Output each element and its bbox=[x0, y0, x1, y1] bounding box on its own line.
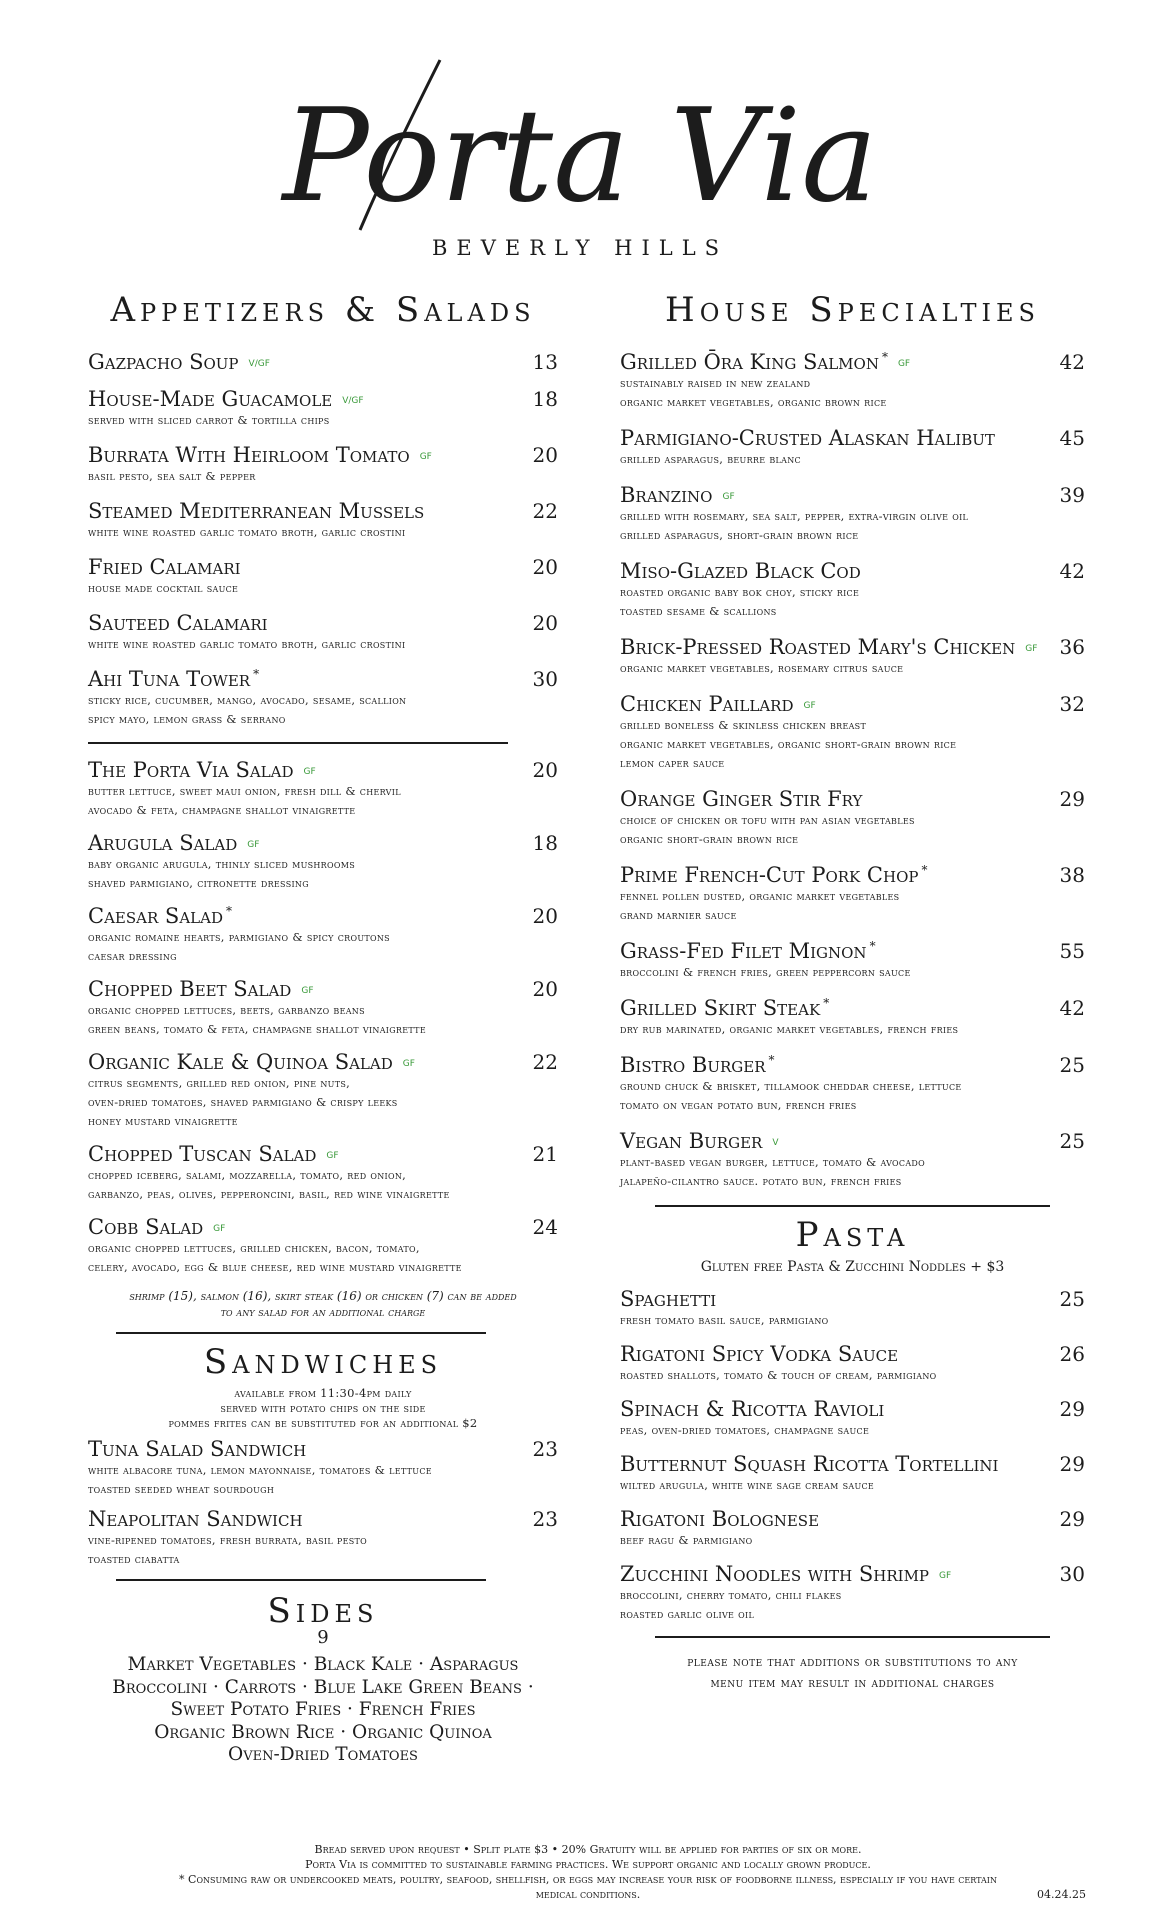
menu-item-description: peas, oven-dried tomatoes, champagne sauce bbox=[620, 1423, 870, 1437]
menu-item bbox=[88, 350, 558, 374]
menu-item-description: organic chopped lettuces, grilled chicken, bacon, tomato, bbox=[88, 1241, 420, 1255]
menu-item-title bbox=[88, 499, 558, 523]
menu-item-price: 45 bbox=[1059, 426, 1085, 450]
menu-item-name: Spaghetti bbox=[620, 1287, 717, 1311]
menu-item-name: Orange Ginger Stir Fry bbox=[620, 787, 863, 811]
menu-item bbox=[620, 1053, 1085, 1115]
menu-item-name: Gazpacho Soup bbox=[88, 350, 239, 374]
menu-item-description: vine-ripened tomatoes, fresh burrata, basil pesto bbox=[88, 1533, 368, 1547]
dietary-tag: GF bbox=[803, 700, 816, 711]
dietary-tag: GF bbox=[303, 766, 316, 777]
appetizers-title: Appetizers & Salads bbox=[110, 290, 536, 330]
menu-item-description: citrus segments, grilled red onion, pine nuts, bbox=[88, 1076, 351, 1090]
menu-item bbox=[620, 1507, 1085, 1550]
menu-item-title bbox=[88, 977, 558, 1001]
menu-item-description: grilled asparagus, short-grain brown rice bbox=[620, 528, 859, 542]
menu-item-description: toasted sesame & scallions bbox=[620, 604, 777, 618]
menu-item-name: Chopped Beet Salad bbox=[88, 977, 292, 1001]
menu-item-price: 20 bbox=[532, 904, 558, 928]
raw-warning-asterisk: * bbox=[253, 667, 260, 681]
menu-item-description: shaved parmigiano, citronette dressing bbox=[88, 876, 309, 890]
menu-item bbox=[88, 443, 558, 486]
menu-item bbox=[620, 1287, 1085, 1330]
menu-item-title bbox=[620, 1342, 1085, 1366]
menu-item-name: House-Made Guacamole bbox=[88, 387, 333, 411]
raw-warning-asterisk: * bbox=[869, 939, 876, 953]
appetizers-list bbox=[88, 350, 558, 729]
divider bbox=[116, 1579, 486, 1581]
dietary-tag: GF bbox=[326, 1150, 339, 1161]
dietary-tag: GF bbox=[301, 985, 314, 996]
menu-item-name: Caesar Salad bbox=[88, 904, 223, 928]
menu-item-price: 13 bbox=[532, 350, 558, 374]
menu-item-title bbox=[620, 787, 1085, 811]
menu-item bbox=[620, 939, 1085, 982]
specialties-title: House Specialties bbox=[665, 290, 1040, 330]
menu-item-description: house made cocktail sauce bbox=[88, 581, 239, 595]
sandwiches-title: Sandwiches bbox=[203, 1342, 443, 1382]
menu-item-price: 25 bbox=[1059, 1287, 1085, 1311]
dietary-tag: GF bbox=[1025, 643, 1038, 654]
menu-item-price: 18 bbox=[532, 387, 558, 411]
dietary-tag: V/GF bbox=[248, 358, 270, 369]
footer: Bread served upon request • Split plate $3 • 20% Gratuity will be applied for parties of six or more. Porta Via is committed to sustainable farming practices. We support organic and locally grown produce. * Consuming raw or undercooked meats, poultry, seafood, shellfish, or eggs may increase your risk of foodborne illness, especially if you have certain medical conditions. bbox=[179, 1843, 997, 1901]
menu-item-name: Ahi Tuna Tower bbox=[88, 667, 251, 691]
dietary-tag: GF bbox=[213, 1223, 226, 1234]
right-column bbox=[620, 290, 1085, 1694]
divider bbox=[88, 742, 508, 744]
dietary-tag: V/GF bbox=[342, 395, 364, 406]
menu-item bbox=[88, 977, 558, 1039]
menu-item-description: ground chuck & brisket, tillamook cheddar cheese, lettuce bbox=[620, 1079, 962, 1093]
menu-item-name: Rigatoni Bolognese bbox=[620, 1507, 820, 1531]
menu-item-name: Grilled Ōra King Salmon bbox=[620, 350, 879, 374]
menu-item-price: 32 bbox=[1059, 692, 1085, 716]
menu-item-name: Arugula Salad bbox=[88, 831, 238, 855]
menu-item-description: fennel pollen dusted, organic market vegetables bbox=[620, 889, 900, 903]
logo bbox=[282, 40, 878, 280]
menu-item bbox=[88, 1437, 558, 1499]
pasta-title: Pasta bbox=[795, 1215, 910, 1255]
menu-item-description: white albacore tuna, lemon mayonnaise, tomatoes & lettuce bbox=[88, 1463, 432, 1477]
menu-date: 04.24.25 bbox=[1037, 1888, 1086, 1901]
menu-item bbox=[88, 1507, 558, 1569]
logo-wordmark: Porta Via bbox=[282, 82, 878, 231]
menu-item-title bbox=[620, 350, 1085, 374]
menu-item-name: Grilled Skirt Steak bbox=[620, 996, 821, 1020]
menu-item-price: 18 bbox=[532, 831, 558, 855]
menu-item-title bbox=[88, 1215, 558, 1239]
menu-item-price: 42 bbox=[1059, 996, 1085, 1020]
menu-item-title bbox=[88, 1142, 558, 1166]
salads-list bbox=[88, 758, 558, 1277]
menu-item-title bbox=[620, 559, 1085, 583]
menu-item-title bbox=[620, 635, 1085, 659]
menu-item-price: 22 bbox=[532, 1050, 558, 1074]
menu-item-price: 29 bbox=[1059, 787, 1085, 811]
menu-item-price: 21 bbox=[532, 1142, 558, 1166]
menu-item-description: organic romaine hearts, parmigiano & spicy croutons bbox=[88, 930, 390, 944]
logo-location: BEVERLY HILLS bbox=[431, 236, 729, 260]
menu-item-title bbox=[620, 1507, 1085, 1531]
menu-item-description: white wine roasted garlic tomato broth, garlic crostini bbox=[88, 525, 406, 539]
menu-item-title bbox=[620, 1452, 1085, 1476]
menu-item-description: caesar dressing bbox=[88, 949, 177, 963]
menu-item bbox=[620, 483, 1085, 545]
menu-item-name: Tuna Salad Sandwich bbox=[88, 1437, 307, 1461]
menu-item-title bbox=[620, 996, 1085, 1020]
menu-item-description: tomato on vegan potato bun, french fries bbox=[620, 1098, 857, 1112]
menu-item-description: grilled with rosemary, sea salt, pepper, extra-virgin olive oil bbox=[620, 509, 969, 523]
menu-item-title bbox=[620, 483, 1085, 507]
menu-item-name: Prime French-Cut Pork Chop bbox=[620, 863, 919, 887]
menu-item-description: broccolini & french fries, green peppercorn sauce bbox=[620, 965, 911, 979]
menu-item-price: 26 bbox=[1059, 1342, 1085, 1366]
menu-item-price: 29 bbox=[1059, 1452, 1085, 1476]
menu-item bbox=[88, 611, 558, 654]
menu-item-description: dry rub marinated, organic market vegetables, french fries bbox=[620, 1022, 959, 1036]
menu-item-name: Chicken Paillard bbox=[620, 692, 794, 716]
raw-warning-asterisk: * bbox=[881, 350, 888, 364]
menu-item-description: lemon caper sauce bbox=[620, 756, 725, 770]
menu-item-description: served with sliced carrot & tortilla chips bbox=[88, 413, 330, 427]
menu-item-description: celery, avocado, egg & blue cheese, red wine mustard vinaigrette bbox=[88, 1260, 462, 1274]
menu-item-name: The Porta Via Salad bbox=[88, 758, 294, 782]
menu-item-title bbox=[88, 1507, 558, 1531]
menu-item bbox=[88, 1142, 558, 1204]
substitution-disclaimer: please note that additions or substitutions to any menu item may result in additional charges bbox=[687, 1654, 1018, 1691]
menu-item-name: Butternut Squash Ricotta Tortellini bbox=[620, 1452, 999, 1476]
menu-item-description: chopped iceberg, salami, mozzarella, tomato, red onion, bbox=[88, 1168, 407, 1182]
menu-item-title bbox=[620, 1287, 1085, 1311]
menu-item bbox=[620, 635, 1085, 678]
menu-item-price: 55 bbox=[1059, 939, 1085, 963]
menu-item-name: Rigatoni Spicy Vodka Sauce bbox=[620, 1342, 899, 1366]
menu-item bbox=[620, 1129, 1085, 1191]
menu-item-title bbox=[88, 904, 558, 928]
menu-item-description: organic chopped lettuces, beets, garbanzo beans bbox=[88, 1003, 365, 1017]
menu-item bbox=[620, 787, 1085, 849]
dietary-tag: GF bbox=[402, 1058, 415, 1069]
menu-item-name: Spinach & Ricotta Ravioli bbox=[620, 1397, 885, 1421]
menu-item-name: Miso-Glazed Black Cod bbox=[620, 559, 861, 583]
menu-item-name: Burrata With Heirloom Tomato bbox=[88, 443, 410, 467]
menu-item-name: Zucchini Noodles with Shrimp bbox=[620, 1562, 930, 1586]
dietary-tag: GF bbox=[939, 1570, 952, 1581]
menu-item-description: roasted organic baby bok choy, sticky rice bbox=[620, 585, 860, 599]
menu-item-title bbox=[88, 387, 558, 411]
menu-item-price: 22 bbox=[532, 499, 558, 523]
menu-item-title bbox=[88, 667, 558, 691]
menu-item bbox=[620, 692, 1085, 773]
salad-addon-note: shrimp (15), salmon (16), skirt steak (16) or chicken (7) can be added to any salad for an additional charge bbox=[129, 1289, 517, 1319]
menu-item-description: grilled asparagus, beurre blanc bbox=[620, 452, 801, 466]
menu-item bbox=[88, 831, 558, 893]
sides-price: 9 bbox=[317, 1627, 329, 1648]
menu-item-description: baby organic arugula, thinly sliced mushrooms bbox=[88, 857, 355, 871]
menu-item-description: white wine roasted garlic tomato broth, garlic crostini bbox=[88, 637, 406, 651]
menu-item-description: butter lettuce, sweet maui onion, fresh dill & chervil bbox=[88, 784, 401, 798]
menu-item bbox=[88, 1215, 558, 1277]
menu-item-description: avocado & feta, champagne shallot vinaigrette bbox=[88, 803, 356, 817]
menu-item-price: 42 bbox=[1059, 559, 1085, 583]
menu-item-price: 23 bbox=[532, 1507, 558, 1531]
menu-item-description: broccolini, cherry tomato, chili flakes bbox=[620, 1588, 842, 1602]
menu-item-title bbox=[620, 426, 1085, 450]
menu-item-name: Fried Calamari bbox=[88, 555, 241, 579]
menu-item-title bbox=[620, 1053, 1085, 1077]
menu-item-name: Grass-Fed Filet Mignon bbox=[620, 939, 867, 963]
menu-item-name: Bistro Burger bbox=[620, 1053, 766, 1077]
menu-item-price: 24 bbox=[532, 1215, 558, 1239]
pasta-note: Gluten free Pasta & Zucchini Noddles + $3 bbox=[700, 1259, 1005, 1275]
raw-warning-asterisk: * bbox=[823, 996, 830, 1010]
menu-item bbox=[620, 1452, 1085, 1495]
menu-item-title bbox=[620, 692, 1085, 716]
menu-item-title bbox=[88, 611, 558, 635]
menu-item-title bbox=[620, 1562, 1085, 1586]
dietary-tag: V bbox=[772, 1137, 779, 1148]
menu-item-title bbox=[620, 863, 1085, 887]
menu-item bbox=[620, 1342, 1085, 1385]
menu-item-price: 25 bbox=[1059, 1129, 1085, 1153]
menu-item-description: fresh tomato basil sauce, parmigiano bbox=[620, 1313, 829, 1327]
menu-item-description: beef ragu & parmigiano bbox=[620, 1533, 753, 1547]
menu-item-description: toasted seeded wheat sourdough bbox=[88, 1482, 275, 1496]
sandwiches-list bbox=[88, 1437, 558, 1569]
menu-item bbox=[620, 996, 1085, 1039]
menu-item bbox=[88, 387, 558, 430]
menu-item-price: 20 bbox=[532, 611, 558, 635]
raw-warning-asterisk: * bbox=[768, 1053, 775, 1067]
menu-item-price: 38 bbox=[1059, 863, 1085, 887]
menu-item-name: Cobb Salad bbox=[88, 1215, 204, 1239]
menu-item-description: basil pesto, sea salt & pepper bbox=[88, 469, 256, 483]
menu-item-description: honey mustard vinaigrette bbox=[88, 1114, 238, 1128]
left-column bbox=[88, 290, 558, 1767]
menu-item bbox=[88, 1050, 558, 1131]
menu-item-price: 29 bbox=[1059, 1397, 1085, 1421]
menu-item-name: Neapolitan Sandwich bbox=[88, 1507, 303, 1531]
menu-item bbox=[620, 559, 1085, 621]
menu-item bbox=[620, 426, 1085, 469]
menu-item-title bbox=[88, 350, 558, 374]
sandwich-notes: available from 11:30-4pm daily served with potato chips on the side pommes frites can be substituted for an additional $2 bbox=[168, 1386, 478, 1430]
menu-item-description: wilted arugula, white wine sage cream sauce bbox=[620, 1478, 875, 1492]
menu-item-price: 25 bbox=[1059, 1053, 1085, 1077]
divider bbox=[655, 1636, 1050, 1638]
menu-item-description: organic market vegetables, organic brown rice bbox=[620, 395, 887, 409]
dietary-tag: GF bbox=[722, 491, 735, 502]
menu-item-title bbox=[88, 443, 558, 467]
divider bbox=[655, 1205, 1050, 1207]
menu-item bbox=[620, 1562, 1085, 1624]
menu-item-title bbox=[88, 831, 558, 855]
menu-item bbox=[88, 555, 558, 598]
menu-item-title bbox=[620, 939, 1085, 963]
menu-item-description: grilled boneless & skinless chicken breast bbox=[620, 718, 867, 732]
menu-item-title bbox=[88, 555, 558, 579]
menu-item-description: jalapeño-cilantro sauce. potato bun, french fries bbox=[620, 1174, 902, 1188]
menu-item-description: sticky rice, cucumber, mango, avocado, sesame, scallion bbox=[88, 693, 407, 707]
menu-item-name: Chopped Tuscan Salad bbox=[88, 1142, 317, 1166]
sides-title: Sides bbox=[267, 1591, 379, 1631]
dietary-tag: GF bbox=[897, 358, 911, 369]
menu-item-description: choice of chicken or tofu with pan asian vegetables bbox=[620, 813, 915, 827]
menu-item-description: roasted garlic olive oil bbox=[620, 1607, 755, 1621]
menu-item-price: 42 bbox=[1059, 350, 1085, 374]
menu-item-name: Vegan Burger bbox=[620, 1129, 763, 1153]
menu-item-description: spicy mayo, lemon grass & serrano bbox=[88, 712, 286, 726]
menu-item-name: Brick-Pressed Roasted Mary's Chicken bbox=[620, 635, 1016, 659]
menu-item-description: sustainably raised in new zealand bbox=[620, 376, 811, 390]
menu-item-description: toasted ciabatta bbox=[88, 1552, 180, 1566]
menu-item-description: green beans, tomato & feta, champagne shallot vinaigrette bbox=[88, 1022, 426, 1036]
menu-item-description: grand marnier sauce bbox=[620, 908, 737, 922]
specialties-list bbox=[620, 350, 1085, 1191]
menu-item bbox=[620, 350, 1085, 412]
menu-item-title bbox=[620, 1129, 1085, 1153]
raw-warning-asterisk: * bbox=[921, 863, 928, 877]
menu-item bbox=[620, 863, 1085, 925]
menu-item-description: organic short-grain brown rice bbox=[620, 832, 799, 846]
menu-item-name: Branzino bbox=[620, 483, 713, 507]
menu-item-price: 20 bbox=[532, 443, 558, 467]
pasta-list bbox=[620, 1287, 1085, 1624]
menu-item-price: 39 bbox=[1059, 483, 1085, 507]
menu-item-price: 20 bbox=[532, 758, 558, 782]
menu-item-price: 23 bbox=[532, 1437, 558, 1461]
menu-item-price: 20 bbox=[532, 555, 558, 579]
sides-list: Market Vegetables · Black Kale · Asparagus Broccolini · Carrots · Blue Lake Green Beans · Sweet Potato Fries · French Fries Organic Brown Rice · Organic Quinoa Oven-Dried Tomatoes bbox=[112, 1654, 534, 1765]
menu-item-price: 20 bbox=[532, 977, 558, 1001]
menu-item-title bbox=[88, 1050, 558, 1074]
menu-item bbox=[88, 499, 558, 542]
menu-item-description: organic market vegetables, organic short-grain brown rice bbox=[620, 737, 957, 751]
menu-item-title bbox=[88, 1437, 558, 1461]
menu-item-description: plant-based vegan burger, lettuce, tomato & avocado bbox=[620, 1155, 925, 1169]
menu-item-price: 30 bbox=[532, 667, 558, 691]
menu-item-price: 36 bbox=[1059, 635, 1085, 659]
menu-item-name: Steamed Mediterranean Mussels bbox=[88, 499, 425, 523]
menu-item-name: Parmigiano-Crusted Alaskan Halibut bbox=[620, 426, 995, 450]
menu-item-description: roasted shallots, tomato & touch of cream, parmigiano bbox=[620, 1368, 937, 1382]
divider bbox=[116, 1332, 486, 1334]
menu-item-description: garbanzo, peas, olives, pepperoncini, basil, red wine vinaigrette bbox=[88, 1187, 450, 1201]
dietary-tag: GF bbox=[419, 451, 432, 462]
menu-item-name: Sauteed Calamari bbox=[88, 611, 268, 635]
menu-item bbox=[620, 1397, 1085, 1440]
dietary-tag: GF bbox=[247, 839, 260, 850]
menu-item bbox=[88, 904, 558, 966]
menu-item-price: 30 bbox=[1059, 1562, 1085, 1586]
menu-item-title bbox=[620, 1397, 1085, 1421]
menu-item-name: Organic Kale & Quinoa Salad bbox=[88, 1050, 393, 1074]
menu-item-title bbox=[88, 758, 558, 782]
menu-item-description: organic market vegetables, rosemary citrus sauce bbox=[620, 661, 904, 675]
menu-item-price: 29 bbox=[1059, 1507, 1085, 1531]
menu-item-description: oven-dried tomatoes, shaved parmigiano & crispy leeks bbox=[88, 1095, 398, 1109]
menu-item bbox=[88, 758, 558, 820]
menu-item bbox=[88, 667, 558, 729]
raw-warning-asterisk: * bbox=[225, 904, 232, 918]
